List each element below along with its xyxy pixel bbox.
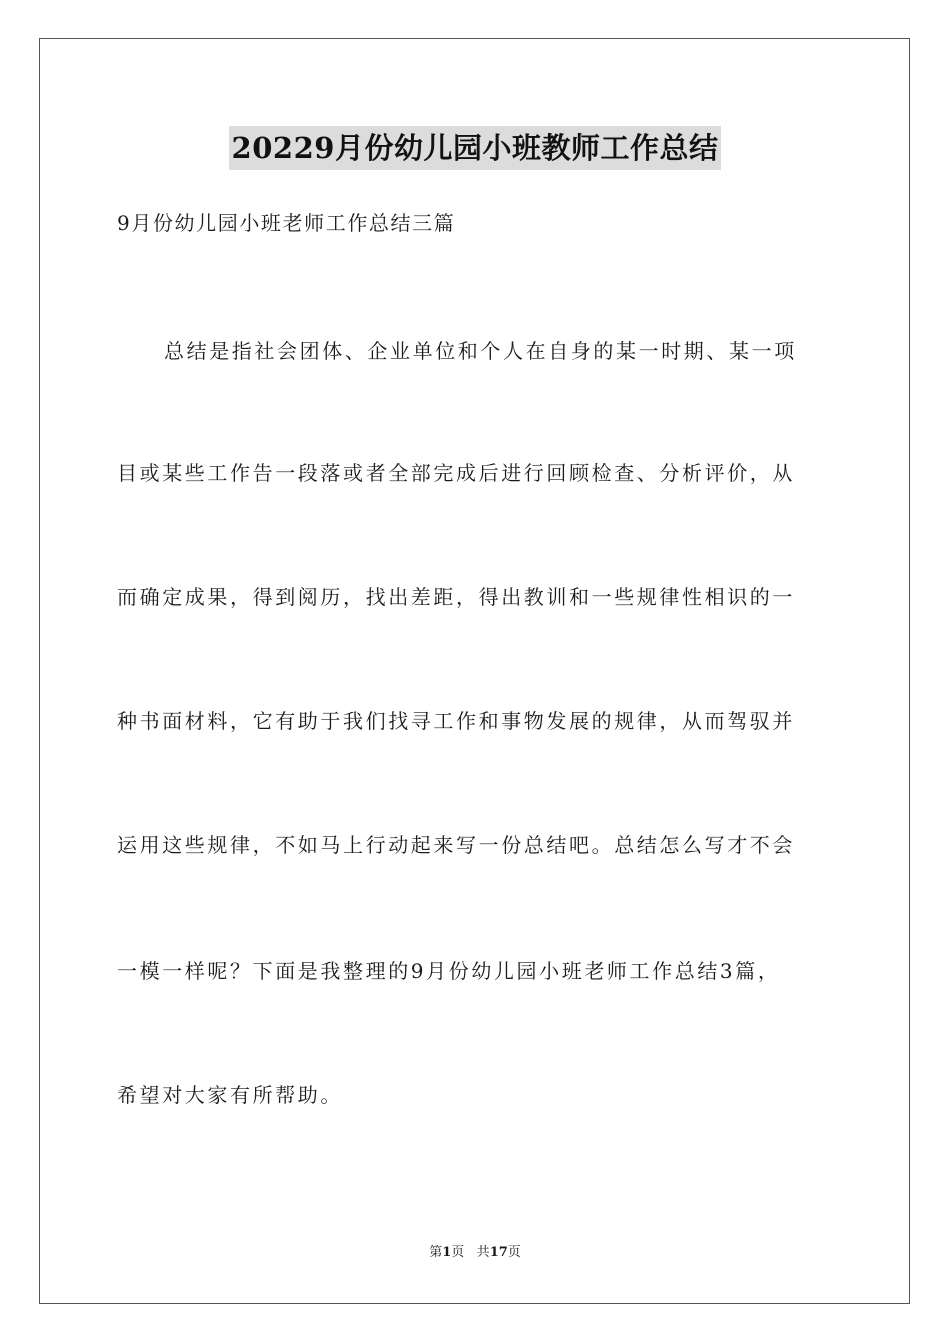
footer-page-number: 1 [442, 1245, 452, 1260]
document-subtitle: 9月份幼儿园小班老师工作总结三篇 [117, 211, 456, 235]
body-line-2: 目或某些工作告一段落或者全部完成后进行回顾检查、分析评价，从 [117, 461, 795, 485]
footer-page-prefix: 第 [429, 1245, 443, 1260]
body-line-3: 而确定成果，得到阅历，找出差距，得出教训和一些规律性相识的一 [117, 585, 795, 609]
body-line-4: 种书面材料，它有助于我们找寻工作和事物发展的规律，从而驾驭并 [117, 709, 795, 733]
body-line-7: 希望对大家有所帮助。 [117, 1083, 343, 1107]
footer-total-suffix: 页 [507, 1245, 521, 1260]
body-line-5: 运用这些规律，不如马上行动起来写一份总结吧。总结怎么写才不会 [117, 833, 795, 857]
body-line-6: 一模一样呢？下面是我整理的9月份幼儿园小班老师工作总结3篇， [117, 959, 781, 983]
footer-total-pages: 17 [489, 1245, 508, 1260]
footer-page-suffix: 页 [451, 1245, 465, 1260]
title-container [0, 126, 950, 170]
footer-total-prefix: 共 [476, 1245, 490, 1260]
page-footer [0, 1244, 950, 1262]
body-line-1: 总结是指社会团体、企业单位和个人在自身的某一时期、某一项 [164, 339, 797, 363]
document-title: 20229月份幼儿园小班教师工作总结 [229, 126, 722, 170]
